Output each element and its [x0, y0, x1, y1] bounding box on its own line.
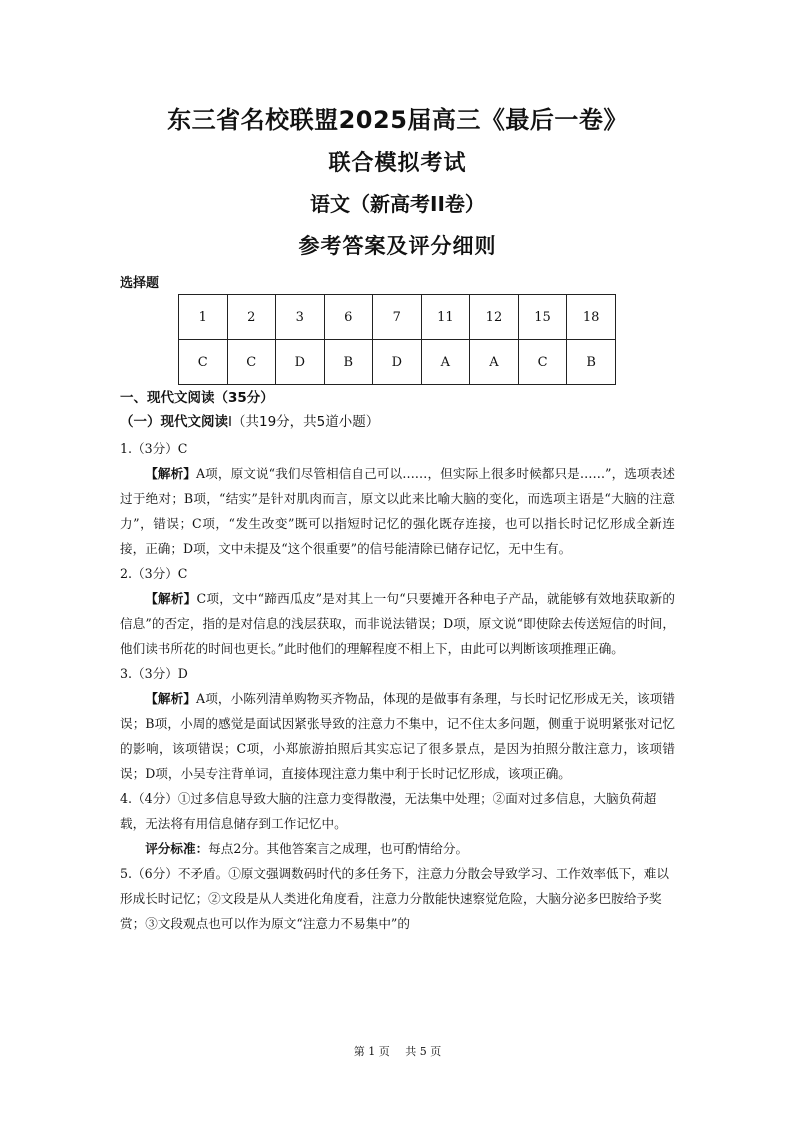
- answer-letter: D: [276, 340, 325, 385]
- answer-text: 不矛盾。①原文强调数码时代的多任务下，注意力分散会导致学习、工作效率低下，难以形成长时记忆；②文段是从人类进化角度看，注意力分散能快速察觉危险，大脑分泌多巴胺给予奖赏；③文段观点也可以作为原文“注意力不易集中”的: [120, 866, 669, 931]
- answer-body: [120, 436, 675, 936]
- answer-letter: B: [567, 340, 616, 385]
- analysis-paragraph: [120, 586, 675, 661]
- subject-title: 语文（新高考II卷）: [310, 192, 485, 216]
- analysis-text: C项，文中“蹄西瓜皮”是对其上一句“只要摊开各种电子产品，就能够有效地获取新的信息”的否定，指的是对信息的浅层获取，而非说法错误；D项，原文说“即使除去传送短信的时间，他们读书所花的时间也更长。”此时他们的理解程度不相上下，由此可以判断该项推理正确。: [120, 591, 676, 656]
- question-number-row: [179, 295, 616, 340]
- item-label: 4.（4分）: [120, 791, 178, 806]
- analysis-tag: 【解析】: [145, 691, 196, 706]
- answer-key-title: 参考答案及评分细则: [298, 234, 497, 258]
- answer-letter: B: [324, 340, 373, 385]
- item-label: 2.（3分）C: [120, 566, 188, 581]
- criteria-tag: 评分标准：: [145, 841, 209, 856]
- analysis-paragraph: [120, 461, 675, 561]
- analysis-text: A项，原文说“我们尽管相信自己可以……，但实际上很多时候都只是……”，选项表述过于绝对；B项，“结实”是针对肌肉而言，原文以此来比喻大脑的变化，而选项主语是“大脑的注意力”，错误；C项，“发生改变”既可以指短时记忆的强化既存连接，也可以指长时记忆形成全新连接，正确；D项，文中未提及“这个很重要”的信号能清除已储存记忆，无中生有。: [120, 466, 675, 556]
- exam-title: 东三省名校联盟2025届高三《最后一卷》: [167, 106, 628, 134]
- answer-text: ①过多信息导致大脑的注意力变得散漫，无法集中处理；②面对过多信息，大脑负荷超载，无法将有用信息储存到工作记忆中。: [120, 791, 657, 831]
- question-number: 7: [373, 295, 422, 340]
- answer-row: [179, 340, 616, 385]
- answer-letter: C: [227, 340, 276, 385]
- analysis-paragraph: [120, 686, 675, 786]
- analysis-text: A项，小陈列清单购物买齐物品，体现的是做事有条理，与长时记忆形成无关，该项错误；B项，小周的感觉是面试因紧张导致的注意力不集中，记不住太多问题，侧重于说明紧张对记忆的影响，该项错误；C项，小郑旅游拍照后其实忘记了很多景点，是因为拍照分散注意力，该项错误；D项，小吴专注背单词，直接体现注意力集中利于长时记忆形成，该项正确。: [120, 691, 675, 781]
- multiple-choice-label: 选择题: [120, 276, 160, 291]
- question-number: 15: [518, 295, 567, 340]
- question-number: 3: [276, 295, 325, 340]
- page-footer: [0, 1043, 795, 1059]
- question-number: 6: [324, 295, 373, 340]
- exam-subtitle: 联合模拟考试: [328, 151, 467, 176]
- answer-letter: C: [179, 340, 228, 385]
- answer-letter: D: [373, 340, 422, 385]
- subsection-heading: [120, 410, 675, 435]
- question-number: 12: [470, 295, 519, 340]
- item-label: 3.（3分）D: [120, 666, 188, 681]
- question-number: 11: [421, 295, 470, 340]
- answer-letter: A: [470, 340, 519, 385]
- criteria-text: 每点2分。其他答案言之成理，也可酌情给分。: [208, 841, 469, 856]
- analysis-tag: 【解析】: [145, 591, 197, 606]
- subsection-heading-rest: I（共19分，共5道小题）: [228, 414, 380, 430]
- item-label: 1.（3分）C: [120, 441, 188, 456]
- answer-letter: A: [421, 340, 470, 385]
- question-number: 1: [179, 295, 228, 340]
- criteria-paragraph: [120, 836, 675, 861]
- answer-item: [120, 786, 675, 836]
- answer-table: [178, 294, 616, 385]
- page-number: 第 1 页: [353, 1045, 390, 1058]
- question-number: 18: [567, 295, 616, 340]
- answer-letter: C: [518, 340, 567, 385]
- subsection-heading-bold: （一）现代文阅读: [120, 414, 228, 430]
- analysis-tag: 【解析】: [145, 466, 196, 481]
- item-label: 5.（6分）: [120, 866, 178, 881]
- question-number: 2: [227, 295, 276, 340]
- section-heading: 一、现代文阅读（35分）: [120, 390, 274, 406]
- page-total: 共 5 页: [405, 1045, 442, 1058]
- answer-item: [120, 861, 675, 936]
